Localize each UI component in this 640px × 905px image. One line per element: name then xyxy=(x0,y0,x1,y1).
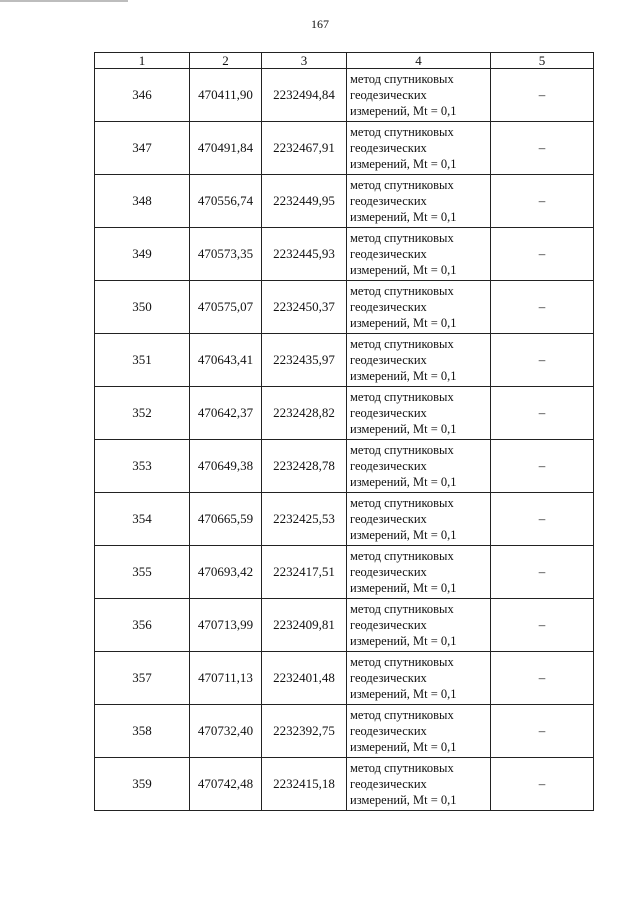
point-number-cell: 351 xyxy=(95,334,190,387)
method-cell xyxy=(347,652,491,705)
table-row xyxy=(95,281,594,334)
method-cell xyxy=(347,122,491,175)
method-cell xyxy=(347,493,491,546)
table-body xyxy=(95,69,594,811)
y-coordinate-cell: 2232494,84 xyxy=(262,69,347,122)
method-line-1: метод спутниковых xyxy=(350,337,454,351)
note-cell: – xyxy=(491,705,594,758)
point-number-cell: 346 xyxy=(95,69,190,122)
point-number-cell: 347 xyxy=(95,122,190,175)
point-number-cell: 356 xyxy=(95,599,190,652)
note-cell: – xyxy=(491,546,594,599)
table-row xyxy=(95,175,594,228)
method-cell xyxy=(347,387,491,440)
header-col-5: 5 xyxy=(491,53,594,69)
note-cell: – xyxy=(491,493,594,546)
y-coordinate-cell: 2232428,78 xyxy=(262,440,347,493)
method-line-1: метод спутниковых xyxy=(350,72,454,86)
x-coordinate-cell: 470556,74 xyxy=(190,175,262,228)
method-line-3: измерений, Mt = 0,1 xyxy=(350,740,457,754)
table-row xyxy=(95,440,594,493)
x-coordinate-cell: 470642,37 xyxy=(190,387,262,440)
method-line-1: метод спутниковых xyxy=(350,284,454,298)
method-line-1: метод спутниковых xyxy=(350,125,454,139)
method-line-3: измерений, Mt = 0,1 xyxy=(350,634,457,648)
method-line-2: геодезических xyxy=(350,512,427,526)
header-col-1: 1 xyxy=(95,53,190,69)
method-line-2: геодезических xyxy=(350,777,427,791)
header-col-3: 3 xyxy=(262,53,347,69)
method-line-2: геодезических xyxy=(350,671,427,685)
y-coordinate-cell: 2232467,91 xyxy=(262,122,347,175)
method-line-1: метод спутниковых xyxy=(350,496,454,510)
x-coordinate-cell: 470711,13 xyxy=(190,652,262,705)
x-coordinate-cell: 470693,42 xyxy=(190,546,262,599)
point-number-cell: 348 xyxy=(95,175,190,228)
method-line-2: геодезических xyxy=(350,353,427,367)
point-number-cell: 355 xyxy=(95,546,190,599)
method-line-1: метод спутниковых xyxy=(350,602,454,616)
scan-edge-line xyxy=(0,0,128,2)
y-coordinate-cell: 2232435,97 xyxy=(262,334,347,387)
coordinates-table-container xyxy=(94,52,593,811)
table-row xyxy=(95,758,594,811)
y-coordinate-cell: 2232392,75 xyxy=(262,705,347,758)
point-number-cell: 359 xyxy=(95,758,190,811)
page-number: 167 xyxy=(311,17,329,31)
y-coordinate-cell: 2232409,81 xyxy=(262,599,347,652)
y-coordinate-cell: 2232415,18 xyxy=(262,758,347,811)
note-cell: – xyxy=(491,334,594,387)
method-cell xyxy=(347,705,491,758)
x-coordinate-cell: 470665,59 xyxy=(190,493,262,546)
method-line-2: геодезических xyxy=(350,194,427,208)
table-row xyxy=(95,334,594,387)
table-row xyxy=(95,387,594,440)
method-line-1: метод спутниковых xyxy=(350,655,454,669)
method-line-3: измерений, Mt = 0,1 xyxy=(350,157,457,171)
point-number-cell: 350 xyxy=(95,281,190,334)
point-number-cell: 354 xyxy=(95,493,190,546)
method-line-2: геодезических xyxy=(350,618,427,632)
table-row xyxy=(95,69,594,122)
method-cell xyxy=(347,440,491,493)
method-line-2: геодезических xyxy=(350,724,427,738)
table-row xyxy=(95,228,594,281)
x-coordinate-cell: 470575,07 xyxy=(190,281,262,334)
point-number-cell: 349 xyxy=(95,228,190,281)
method-line-2: геодезических xyxy=(350,406,427,420)
y-coordinate-cell: 2232428,82 xyxy=(262,387,347,440)
method-line-3: измерений, Mt = 0,1 xyxy=(350,793,457,807)
method-line-2: геодезических xyxy=(350,88,427,102)
note-cell: – xyxy=(491,228,594,281)
method-line-1: метод спутниковых xyxy=(350,708,454,722)
point-number-cell: 352 xyxy=(95,387,190,440)
y-coordinate-cell: 2232417,51 xyxy=(262,546,347,599)
note-cell: – xyxy=(491,387,594,440)
method-line-3: измерений, Mt = 0,1 xyxy=(350,422,457,436)
method-line-1: метод спутниковых xyxy=(350,761,454,775)
x-coordinate-cell: 470411,90 xyxy=(190,69,262,122)
method-cell xyxy=(347,228,491,281)
method-line-2: геодезических xyxy=(350,300,427,314)
header-col-4: 4 xyxy=(347,53,491,69)
method-line-3: измерений, Mt = 0,1 xyxy=(350,687,457,701)
note-cell: – xyxy=(491,122,594,175)
note-cell: – xyxy=(491,175,594,228)
method-cell xyxy=(347,758,491,811)
method-cell xyxy=(347,546,491,599)
coordinates-table xyxy=(94,52,594,811)
point-number-cell: 353 xyxy=(95,440,190,493)
y-coordinate-cell: 2232450,37 xyxy=(262,281,347,334)
x-coordinate-cell: 470713,99 xyxy=(190,599,262,652)
y-coordinate-cell: 2232445,93 xyxy=(262,228,347,281)
x-coordinate-cell: 470573,35 xyxy=(190,228,262,281)
method-line-3: измерений, Mt = 0,1 xyxy=(350,528,457,542)
method-line-1: метод спутниковых xyxy=(350,231,454,245)
method-line-2: геодезических xyxy=(350,459,427,473)
note-cell: – xyxy=(491,440,594,493)
note-cell: – xyxy=(491,69,594,122)
x-coordinate-cell: 470742,48 xyxy=(190,758,262,811)
table-row xyxy=(95,493,594,546)
table-row xyxy=(95,705,594,758)
method-line-2: геодезических xyxy=(350,565,427,579)
y-coordinate-cell: 2232449,95 xyxy=(262,175,347,228)
method-cell xyxy=(347,281,491,334)
method-line-3: измерений, Mt = 0,1 xyxy=(350,475,457,489)
x-coordinate-cell: 470491,84 xyxy=(190,122,262,175)
method-line-3: измерений, Mt = 0,1 xyxy=(350,263,457,277)
method-line-3: измерений, Mt = 0,1 xyxy=(350,369,457,383)
table-row xyxy=(95,546,594,599)
table-row xyxy=(95,652,594,705)
method-line-3: измерений, Mt = 0,1 xyxy=(350,316,457,330)
y-coordinate-cell: 2232425,53 xyxy=(262,493,347,546)
table-row xyxy=(95,122,594,175)
method-line-1: метод спутниковых xyxy=(350,178,454,192)
method-line-3: измерений, Mt = 0,1 xyxy=(350,210,457,224)
note-cell: – xyxy=(491,281,594,334)
method-cell xyxy=(347,334,491,387)
header-row xyxy=(95,53,594,69)
note-cell: – xyxy=(491,599,594,652)
x-coordinate-cell: 470649,38 xyxy=(190,440,262,493)
method-cell xyxy=(347,69,491,122)
note-cell: – xyxy=(491,652,594,705)
table-row xyxy=(95,599,594,652)
method-line-2: геодезических xyxy=(350,247,427,261)
method-cell xyxy=(347,175,491,228)
method-line-3: измерений, Mt = 0,1 xyxy=(350,581,457,595)
note-cell: – xyxy=(491,758,594,811)
method-line-1: метод спутниковых xyxy=(350,443,454,457)
header-col-2: 2 xyxy=(190,53,262,69)
method-line-1: метод спутниковых xyxy=(350,549,454,563)
y-coordinate-cell: 2232401,48 xyxy=(262,652,347,705)
x-coordinate-cell: 470643,41 xyxy=(190,334,262,387)
method-cell xyxy=(347,599,491,652)
point-number-cell: 358 xyxy=(95,705,190,758)
point-number-cell: 357 xyxy=(95,652,190,705)
method-line-2: геодезических xyxy=(350,141,427,155)
x-coordinate-cell: 470732,40 xyxy=(190,705,262,758)
method-line-3: измерений, Mt = 0,1 xyxy=(350,104,457,118)
method-line-1: метод спутниковых xyxy=(350,390,454,404)
